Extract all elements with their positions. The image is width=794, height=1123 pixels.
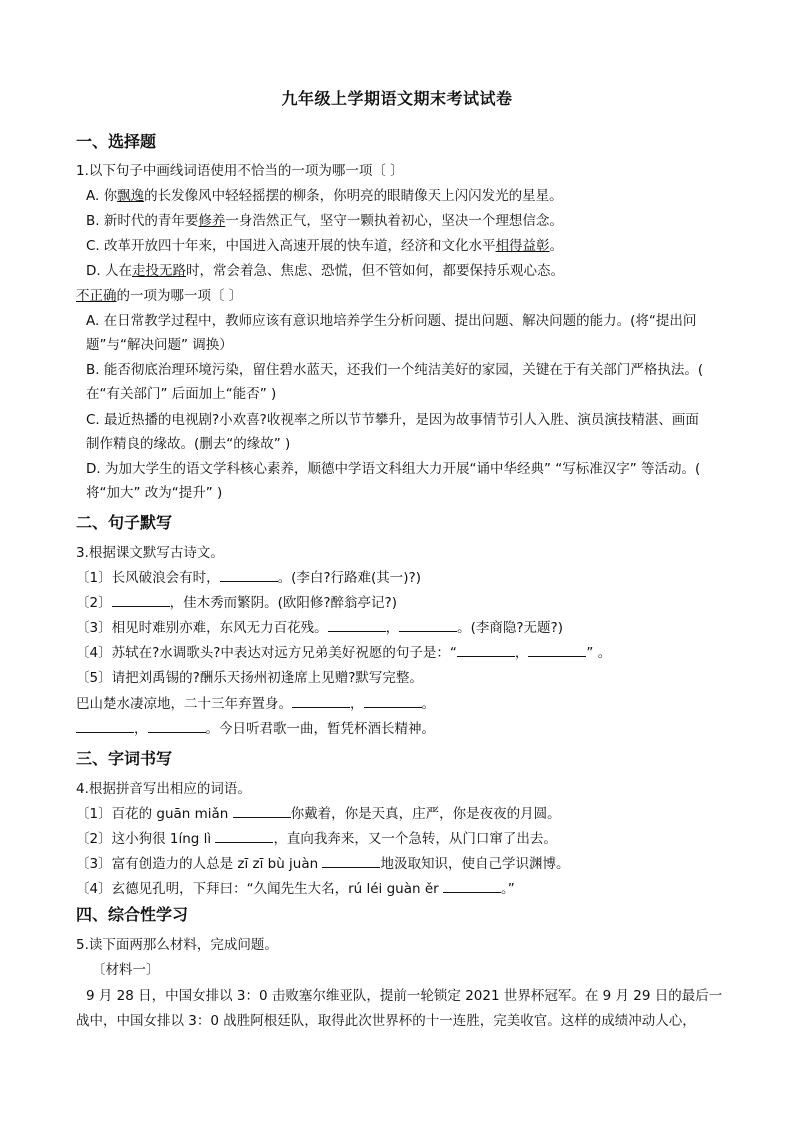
question-5-stem: 5.读下面两那么材料，完成问题。 bbox=[76, 937, 278, 953]
question-3-item-5-line1: 巴山楚水凄凉地，二十三年弃置身。 ， 。 bbox=[76, 696, 435, 712]
question-4-item-1: 〔1〕百花的 guān miǎn 你戴着，你是天真，庄严，你是夜夜的月圆。 bbox=[76, 806, 561, 822]
question-3-stem: 3.根据课文默写古诗文。 bbox=[76, 545, 224, 561]
section-heading-comprehensive: 四、综合性学习 bbox=[76, 905, 189, 924]
question-2-option-d-line1: D. 为加大学生的语文学科核心素养，顺德中学语文科组大力开展“诵中华经典” “写标准汉字” 等活动。( bbox=[86, 461, 701, 477]
answer-blank[interactable] bbox=[292, 695, 350, 708]
question-4-item-4: 〔4〕玄德见孔明，下拜曰：“久闻先生大名，rú léi guàn ěr 。” bbox=[76, 881, 515, 897]
question-2-option-d-line2: 将“加大” 改为“提升” ) bbox=[86, 485, 223, 501]
answer-blank[interactable] bbox=[148, 720, 206, 733]
answer-blank[interactable] bbox=[112, 594, 170, 607]
question-2-option-a-line2: 题”与“解决问题” 调换） bbox=[86, 337, 233, 353]
material-1-paragraph-line2: 战中，中国女排以 3：0 战胜阿根廷队，取得此次世界杯的十一连胜，完美收官。这样的成绩冲动人心， bbox=[76, 1013, 696, 1029]
answer-blank[interactable] bbox=[457, 644, 515, 657]
section-heading-choice: 一、选择题 bbox=[76, 132, 157, 151]
question-2-option-c-line1: C. 最近热播的电视剧?小欢喜?收视率之所以节节攀升，是因为故事情节引人入胜、演员演技精湛、画面 bbox=[86, 412, 699, 428]
material-1-paragraph-line1: 9 月 28 日，中国女排以 3：0 击败塞尔维亚队，提前一轮锁定 2021 世界杯冠军。在 9 月 29 日的最后一 bbox=[86, 988, 723, 1004]
question-1-option-c: C. 改革开放四十年来，中国进入高速开展的快车道，经济和文化水平相得益彰。 bbox=[86, 238, 564, 254]
underlined-word: 走投无路 bbox=[131, 263, 186, 279]
answer-blank[interactable] bbox=[528, 644, 586, 657]
section-heading-words: 三、字词书写 bbox=[76, 749, 173, 768]
answer-blank[interactable] bbox=[215, 830, 273, 843]
question-4-stem: 4.根据拼音写出相应的词语。 bbox=[76, 781, 251, 797]
question-3-item-1: 〔1〕长风破浪会有时， 。(李白?行路难(其一)?) bbox=[76, 570, 421, 586]
question-2-option-b-line1: B. 能否彻底治理环境污染，留住碧水蓝天，还我们一个纯洁美好的家园，关键在于有关部门严格执法。( bbox=[86, 362, 704, 378]
underlined-word: 相得益彰 bbox=[495, 238, 550, 254]
underlined-word: 飘逸 bbox=[117, 188, 145, 204]
question-4-item-2: 〔2〕这小狗很 1íng lì ，直向我奔来，又一个急转，从门口窜了出去。 bbox=[76, 831, 557, 847]
answer-blank[interactable] bbox=[322, 855, 380, 868]
question-1-stem: 1.以下句子中画线词语使用不恰当的一项为哪一项〔 〕 bbox=[76, 163, 404, 179]
question-2-stem: 不正确的一项为哪一项〔 〕 bbox=[76, 288, 243, 304]
answer-blank[interactable] bbox=[233, 805, 291, 818]
answer-blank[interactable] bbox=[364, 695, 422, 708]
underlined-word: 修养 bbox=[198, 213, 226, 229]
question-1-option-a: A. 你飘逸的长发像风中轻轻摇摆的柳条，你明亮的眼睛像天上闪闪发光的星星。 bbox=[86, 188, 563, 204]
section-heading-dictation: 二、句子默写 bbox=[76, 513, 173, 532]
question-3-item-2: 〔2〕 ，佳木秀而繁阴。(欧阳修?醉翁亭记?) bbox=[76, 595, 397, 611]
question-3-item-4: 〔4〕苏轼在?水调歌头?中表达对远方兄弟美好祝愿的句子是：“ ， ” 。 bbox=[76, 645, 612, 661]
question-3-item-5: 〔5〕请把刘禹锡的?酬乐天扬州初逢席上见赠?默写完整。 bbox=[76, 670, 423, 686]
question-2-option-c-line2: 制作精良的缘故。(删去“的缘故” ) bbox=[86, 436, 291, 452]
answer-blank[interactable] bbox=[399, 619, 457, 632]
question-2-option-a-line1: A. 在日常教学过程中，教师应该有意识地培养学生分析问题、提出问题、解决问题的能力。(将“提出问 bbox=[86, 313, 697, 329]
question-4-item-3: 〔3〕富有创造力的人总是 zī zī bù juàn 地汲取知识，使自己学识渊博。 bbox=[76, 856, 570, 872]
question-1-option-d: D. 人在走投无路时，常会着急、焦虑、恐慌，但不管如何，都要保持乐观心态。 bbox=[86, 263, 564, 279]
answer-blank[interactable] bbox=[76, 720, 134, 733]
question-1-option-b: B. 新时代的青年要修养一身浩然正气，坚守一颗执着初心，坚决一个理想信念。 bbox=[86, 213, 563, 229]
question-3-item-3: 〔3〕相见时难别亦难，东风无力百花残。 ， 。(李商隐?无题?) bbox=[76, 620, 563, 636]
page-title: 九年级上学期语文期末考试试卷 bbox=[281, 89, 513, 108]
answer-blank[interactable] bbox=[443, 880, 501, 893]
answer-blank[interactable] bbox=[328, 619, 386, 632]
question-2-option-b-line2: 在“有关部门” 后面加上“能否” ) bbox=[86, 386, 277, 402]
answer-blank[interactable] bbox=[220, 569, 278, 582]
material-1-label: 〔材料一〕 bbox=[92, 962, 160, 978]
question-3-item-5-line2: ， 。今日听君歌一曲，暂凭杯酒长精神。 bbox=[76, 720, 435, 738]
